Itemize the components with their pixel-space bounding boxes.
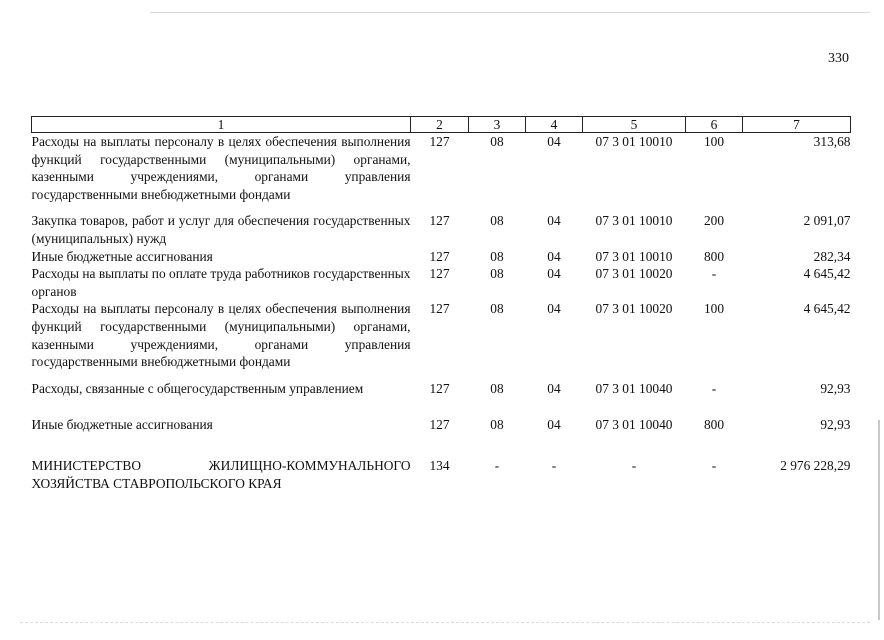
cell-admin-code: 127 [429, 417, 450, 433]
row-name: Расходы на выплаты персоналу в целях обеспечения выполнения функций государственными (муниципальными) органами, казенными учреждениями, органами управления государственными внебюджетными фондами [31, 134, 411, 202]
cell-section: 08 [490, 301, 504, 317]
cell-admin-code: 134 [429, 457, 450, 473]
column-header: 1 [32, 117, 411, 133]
cell-subsection: 04 [547, 301, 561, 317]
cell-target-code: 07 3 01 10040 [595, 380, 673, 396]
cell-expense-type: - [711, 266, 717, 282]
budget-table [31, 116, 851, 492]
cell-expense-type: 100 [703, 301, 725, 317]
cell-target-code: - [631, 457, 637, 473]
table-row [32, 133, 851, 213]
cell-amount: 4 645,42 [803, 301, 851, 317]
column-header: 7 [743, 117, 851, 133]
table-header-row [32, 117, 851, 133]
page-number: 330 [828, 51, 849, 66]
scan-edge-bottom [20, 622, 870, 623]
table-row [32, 453, 851, 492]
cell-target-code: 07 3 01 10020 [595, 301, 673, 317]
cell-amount: 282,34 [813, 248, 851, 264]
cell-section: 08 [490, 248, 504, 264]
cell-admin-code: 127 [429, 380, 450, 396]
cell-subsection: - [551, 457, 557, 473]
cell-expense-type: 200 [703, 213, 725, 229]
column-header: 6 [686, 117, 743, 133]
table-row [32, 248, 851, 266]
table-row [32, 380, 851, 417]
column-header: 2 [411, 117, 469, 133]
cell-target-code: 07 3 01 10040 [595, 417, 673, 433]
cell-subsection: 04 [547, 266, 561, 282]
column-header: 3 [469, 117, 526, 133]
scan-edge-top [150, 12, 870, 13]
cell-expense-type: 800 [703, 417, 725, 433]
cell-expense-type: 800 [703, 248, 725, 264]
cell-section: 08 [490, 266, 504, 282]
row-name: МИНИСТЕРСТВО ЖИЛИЩНО-КОММУНАЛЬНОГО ХОЗЯЙСТВА СТАВРОПОЛЬСКОГО КРАЯ [31, 457, 411, 491]
cell-admin-code: 127 [429, 301, 450, 317]
cell-expense-type: 100 [703, 134, 725, 149]
cell-section: 08 [490, 213, 504, 229]
row-name: Расходы на выплаты персоналу в целях обеспечения выполнения функций государственными (муниципальными) органами, казенными учреждениями, органами управления государственными внебюджетными фондами [31, 301, 411, 370]
scan-edge-right [878, 420, 880, 620]
row-name: Иные бюджетные ассигнования [31, 417, 213, 433]
table-row [32, 416, 851, 453]
cell-amount: 92,93 [820, 380, 851, 396]
table-row [32, 212, 851, 247]
cell-section: 08 [490, 380, 504, 396]
table-row [32, 300, 851, 379]
cell-amount: 2 091,07 [803, 213, 851, 229]
cell-amount: 4 645,42 [803, 266, 851, 282]
cell-amount: 313,68 [813, 134, 851, 149]
cell-subsection: 04 [547, 213, 561, 229]
cell-amount: 92,93 [820, 417, 851, 433]
cell-expense-type: - [711, 380, 717, 396]
row-name: Расходы, связанные с общегосударственным управлением [31, 380, 364, 396]
cell-target-code: 07 3 01 10010 [595, 213, 673, 229]
row-name: Расходы на выплаты по оплате труда работников государственных органов [31, 266, 411, 299]
cell-amount: 2 976 228,29 [780, 457, 851, 473]
cell-subsection: 04 [547, 417, 561, 433]
cell-target-code: 07 3 01 10010 [595, 248, 673, 264]
cell-subsection: 04 [547, 380, 561, 396]
cell-section: 08 [490, 134, 504, 149]
cell-expense-type: - [711, 457, 717, 473]
cell-admin-code: 127 [429, 248, 450, 264]
cell-admin-code: 127 [429, 134, 450, 149]
cell-section: 08 [490, 417, 504, 433]
row-name: Иные бюджетные ассигнования [31, 248, 213, 264]
cell-subsection: 04 [547, 248, 561, 264]
cell-section: - [494, 457, 500, 473]
cell-target-code: 07 3 01 10010 [595, 134, 673, 149]
cell-subsection: 04 [547, 134, 561, 149]
row-name: Закупка товаров, работ и услуг для обеспечения государственных (муниципальных) нужд [31, 213, 411, 246]
column-header: 5 [583, 117, 686, 133]
cell-admin-code: 127 [429, 266, 450, 282]
table-row [32, 265, 851, 300]
cell-admin-code: 127 [429, 213, 450, 229]
cell-target-code: 07 3 01 10020 [595, 266, 673, 282]
column-header: 4 [526, 117, 583, 133]
